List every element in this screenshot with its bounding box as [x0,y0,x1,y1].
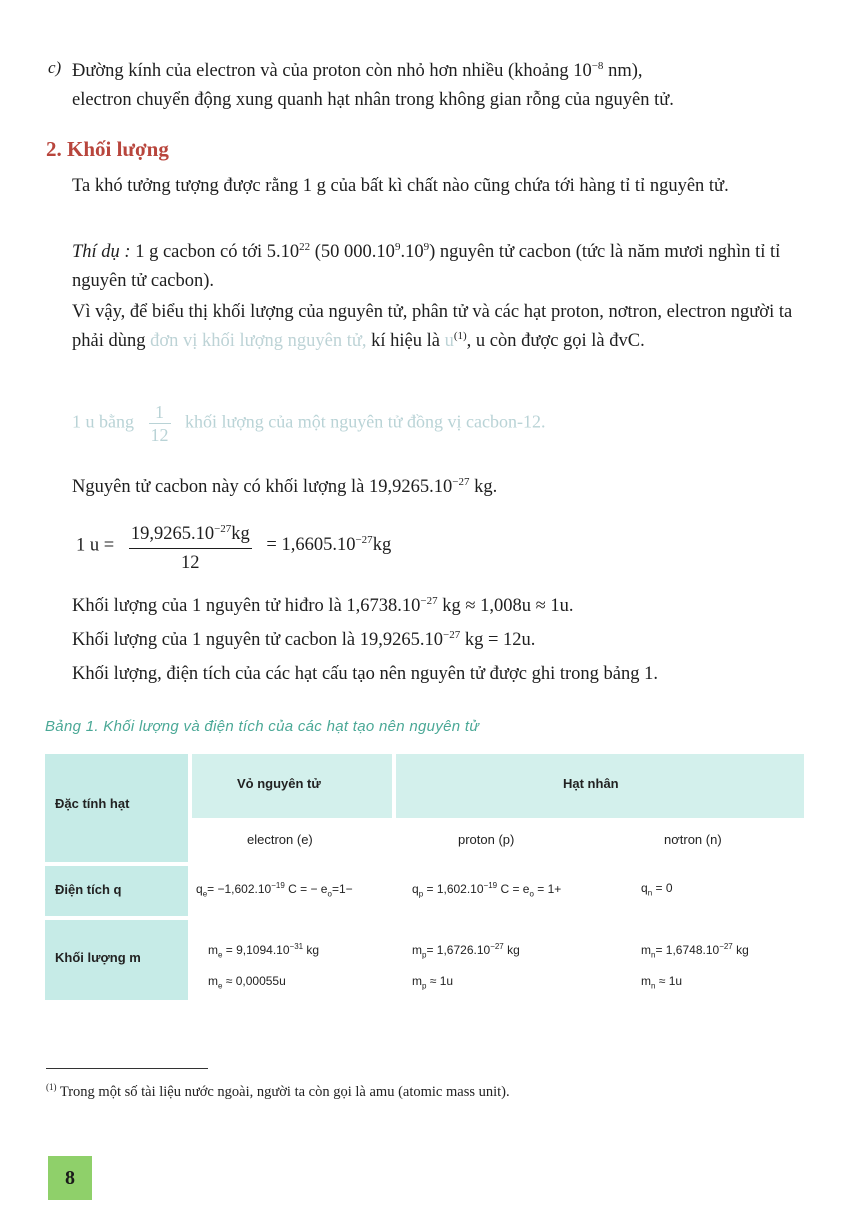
header-nucleus-label: Hạt nhân [563,776,619,791]
formula-denominator: 12 [129,548,252,577]
unit-paragraph [72,298,807,356]
table-caption: Bảng 1. Khối lượng và điện tích của các hạt tạo nên nguyên tử [45,718,480,735]
footnote-separator [46,1068,208,1069]
exponent: −8 [591,59,604,72]
fraction-denominator: 12 [150,425,169,445]
example-text: 1 g cacbon có tới 5.10 [130,242,300,262]
definition-prefix: 1 u bằng [72,411,134,432]
paragraph-c-line1: Đường kính của electron và của proton còn nhỏ hơn nhiều (khoảng 10 [72,61,592,81]
formula-rhs: = $1,6605.10^{-27}kg$ [266,534,392,556]
example-paragraph [72,238,807,296]
charge-electron: $q_e= -1,602.10^{-19}$ C = − $e_o=1-$ [196,881,353,899]
exponent: 22 [299,240,311,253]
section-heading: 2. Khối lượng [46,137,169,161]
footnote-text: Trong một số tài liệu nước ngoài, người ta còn gọi là amu (atomic mass unit). [56,1083,510,1100]
particle-table [45,754,805,1002]
header-property-label: Đặc tính hạt [55,796,130,811]
hydrogen-mass-line: Khối lượng của 1 nguyên tử hiđro là $1,6738.10^{-27}$ kg ≈ 1,008u ≈ 1u. [72,594,574,616]
unit-definition [72,401,545,446]
table-intro: Khối lượng, điện tích của các hạt cấu tạo nên nguyên tử được ghi trong bảng 1. [72,664,658,684]
page-number: 8 [65,1167,75,1189]
example-text: (50 000.10 [310,242,395,262]
footnote-ref: (1) [453,329,467,342]
unit-term: đơn vị khối lượng nguyên tử, [150,331,367,351]
charge-neutron: $q_n = 0$ [641,881,673,898]
formula-lhs: 1 u = [76,535,115,556]
mass-neutron: $m_n= 1,6748.10^{-27}$ kg $m_n \approx 1u$ [641,942,749,991]
formula-fraction [129,515,252,577]
carbon-mass-line-2: Khối lượng của 1 nguyên tử cacbon là $19,9265.10^{-27}$ kg = 12u. [72,628,536,650]
carbon-mass-text: kg. [469,477,498,497]
example-text: .10 [400,242,424,262]
exponent: −27 [452,475,470,488]
exponent: 9 [423,240,430,253]
formula-numerator: $19,9265.10^{-27}kg$ [130,523,250,545]
definition-suffix: khối lượng của một nguyên tử đồng vị cacbon-12. [185,411,546,432]
footnote [46,1082,510,1101]
example-text: ) nguyên tử cacbon (tức là năm mươi nghìn tỉ tỉ nguyên tử cacbon). [72,242,781,291]
particle-proton: proton (p) [458,832,515,847]
paragraph-c-line1-end: nm), [603,61,643,81]
fraction-numerator: 1 [155,402,164,422]
unit-text: , u còn được gọi là đvC. [466,331,645,351]
unit-symbol: u [444,331,454,351]
intro-paragraph: Ta khó tưởng tượng được rằng 1 g của bất kì chất nào cũng chứa tới hàng tỉ tỉ nguyên tử. [72,176,729,196]
carbon-mass-text: Nguyên tử cacbon này có khối lượng là 19,9265.10 [72,477,453,497]
row-label-charge: Điện tích q [55,882,122,897]
unit-formula [76,515,391,577]
exponent: 9 [394,240,401,253]
carbon-mass-line [72,473,807,502]
charge-proton: $q_p = 1,602.10^{-19}$ $C = e_o = 1+$ [412,881,562,899]
particle-neutron: nơtron (n) [664,832,722,847]
header-shell-label: Vỏ nguyên tử [237,776,321,791]
unit-text: kí hiệu là [366,331,445,351]
footnote-mark: (1) [46,1082,57,1092]
mass-proton: $m_p= 1,6726.10^{-27}$ kg $m_p \approx 1u$ [412,942,520,991]
unit-text: Vì vậy, để biểu thị khối lượng của nguyên tử, phân tử và các hạt proton, nơtron, electron người ta phải dùng [72,302,793,351]
paragraph-c [72,57,807,115]
mass-electron: $m_e = 9,1094.10^{-31}$ kg $m_e \approx 0,00055u$ [208,942,320,991]
list-marker-c: c) [48,58,62,77]
definition-fraction [149,401,171,446]
paragraph-c-line2: electron chuyển động xung quanh hạt nhân trong không gian rỗng của nguyên tử. [72,90,674,110]
example-label: Thí dụ : [72,242,131,262]
row-label-mass: Khối lượng m [55,950,141,965]
particle-electron: electron (e) [247,832,313,847]
